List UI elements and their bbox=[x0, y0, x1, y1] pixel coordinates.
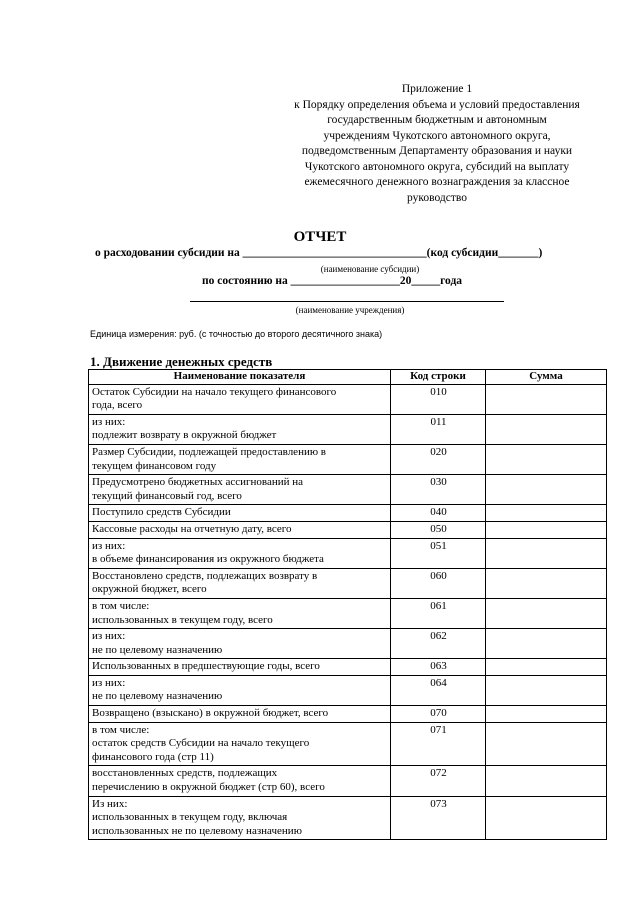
indicator-name-line: Остаток Субсидии на начало текущего финансового bbox=[92, 385, 337, 398]
cash-flow-table bbox=[88, 369, 607, 840]
indicator-name-line: не по целевому назначению bbox=[92, 690, 223, 703]
appendix-line: подведомственным Департаменту образования и науки bbox=[301, 145, 573, 157]
indicator-name-line: Возвращено (взыскано) в окружной бюджет, всего bbox=[92, 707, 329, 720]
amount-cell[interactable] bbox=[486, 538, 607, 568]
table-row bbox=[89, 629, 607, 659]
appendix-line: ежемесячного денежного вознаграждения за классное bbox=[304, 176, 570, 188]
indicator-name-line: использованных в текущем году, включая bbox=[92, 811, 288, 824]
table-row bbox=[89, 675, 607, 705]
row-code-cell: 061 bbox=[391, 598, 486, 628]
subsidy-line: о расходовании субсидии на ________________________________(код субсидии_______) bbox=[95, 247, 543, 259]
row-code-cell: 072 bbox=[391, 766, 486, 796]
table-row bbox=[89, 722, 607, 766]
table-row bbox=[89, 384, 607, 414]
indicator-name-cell bbox=[89, 675, 391, 705]
appendix-line: Чукотского автономного округа, субсидий на выплату bbox=[304, 160, 570, 173]
amount-cell[interactable] bbox=[486, 598, 607, 628]
indicator-name-line: Размер Субсидии, подлежащей предоставлению в bbox=[92, 445, 327, 458]
indicator-name-cell bbox=[89, 384, 391, 414]
indicator-name-line: окружной бюджет, всего bbox=[92, 583, 207, 596]
header-amount: Сумма bbox=[486, 370, 607, 385]
indicator-name-cell bbox=[89, 414, 391, 444]
indicator-name-cell bbox=[89, 444, 391, 474]
amount-cell[interactable] bbox=[486, 414, 607, 444]
indicator-name-line: Из них: bbox=[92, 797, 128, 810]
indicator-name-line: из них: bbox=[92, 415, 126, 428]
indicator-name-line: из них: bbox=[92, 676, 126, 689]
amount-cell[interactable] bbox=[486, 568, 607, 598]
amount-cell[interactable] bbox=[486, 505, 607, 522]
header-row-code: Код строки bbox=[391, 370, 486, 385]
amount-cell[interactable] bbox=[486, 796, 607, 840]
row-code-cell: 040 bbox=[391, 505, 486, 522]
indicator-name-line: финансового года (стр 11) bbox=[92, 750, 214, 763]
table-row bbox=[89, 444, 607, 474]
indicator-name-line: текущем финансовом году bbox=[92, 459, 217, 472]
table-row bbox=[89, 598, 607, 628]
amount-cell[interactable] bbox=[486, 444, 607, 474]
indicator-name-cell bbox=[89, 629, 391, 659]
indicator-name-line: Кассовые расходы на отчетную дату, всего bbox=[92, 522, 292, 535]
table-row bbox=[89, 706, 607, 723]
row-code-cell: 063 bbox=[391, 659, 486, 676]
as-of-date-line: по состоянию на ___________________20_____года bbox=[202, 275, 463, 287]
indicator-name-cell bbox=[89, 796, 391, 840]
amount-cell[interactable] bbox=[486, 706, 607, 723]
indicator-name-line: в том числе: bbox=[92, 599, 150, 612]
indicator-name-cell bbox=[89, 659, 391, 676]
row-code-cell: 073 bbox=[391, 796, 486, 840]
indicator-name-line: восстановленных средств, подлежащих bbox=[92, 767, 278, 780]
row-code-cell: 062 bbox=[391, 629, 486, 659]
indicator-name-line: Поступило средств Субсидии bbox=[92, 506, 231, 519]
amount-cell[interactable] bbox=[486, 766, 607, 796]
amount-cell[interactable] bbox=[486, 659, 607, 676]
indicator-name-cell bbox=[89, 722, 391, 766]
table-row bbox=[89, 766, 607, 796]
subsidy-name-hint: (наименование субсидии) bbox=[320, 264, 420, 274]
indicator-name-cell bbox=[89, 521, 391, 538]
section-title: 1. Движение денежных средств bbox=[90, 354, 273, 369]
header-indicator-name: Наименование показателя bbox=[89, 370, 391, 385]
indicator-name-line: остаток средств Субсидии на начало текущего bbox=[92, 737, 310, 750]
units-note: Единица измерения: руб. (с точностью до второго десятичного знака) bbox=[90, 329, 383, 339]
appendix-line: Приложение 1 bbox=[401, 83, 473, 95]
indicator-name-cell bbox=[89, 598, 391, 628]
indicator-name-cell bbox=[89, 475, 391, 505]
institution-line bbox=[190, 301, 504, 302]
indicator-name-line: Предусмотрено бюджетных ассигнований на bbox=[92, 476, 304, 489]
indicator-name-line: в объеме финансирования из окружного бюджета bbox=[92, 553, 324, 566]
table-row bbox=[89, 414, 607, 444]
amount-cell[interactable] bbox=[486, 521, 607, 538]
appendix-line: к Порядку определения объема и условий предоставления bbox=[294, 98, 580, 111]
amount-cell[interactable] bbox=[486, 384, 607, 414]
indicator-name-line: текущий финансовый год, всего bbox=[92, 489, 242, 502]
table-row bbox=[89, 568, 607, 598]
table-row bbox=[89, 538, 607, 568]
table-row bbox=[89, 521, 607, 538]
institution-name-hint: (наименование учреждения) bbox=[295, 305, 405, 315]
row-code-cell: 064 bbox=[391, 675, 486, 705]
indicator-name-line: из них: bbox=[92, 539, 126, 552]
table-row bbox=[89, 659, 607, 676]
row-code-cell: 070 bbox=[391, 706, 486, 723]
table-row bbox=[89, 475, 607, 505]
indicator-name-line: из них: bbox=[92, 630, 126, 643]
appendix-line: государственным бюджетным и автономным bbox=[327, 114, 547, 126]
row-code-cell: 011 bbox=[391, 414, 486, 444]
amount-cell[interactable] bbox=[486, 629, 607, 659]
appendix-block bbox=[270, 82, 604, 206]
indicator-name-line: использованных не по целевому назначению bbox=[92, 824, 302, 837]
indicator-name-line: не по целевому назначению bbox=[92, 643, 223, 656]
appendix-line: руководство bbox=[407, 191, 467, 204]
indicator-name-line: Восстановлено средств, подлежащих возврату в bbox=[92, 569, 318, 582]
row-code-cell: 050 bbox=[391, 521, 486, 538]
row-code-cell: 071 bbox=[391, 722, 486, 766]
table-header-row bbox=[89, 370, 607, 385]
row-code-cell: 060 bbox=[391, 568, 486, 598]
indicator-name-cell bbox=[89, 568, 391, 598]
appendix-line: учреждениям Чукотского автономного округа, bbox=[323, 129, 551, 142]
row-code-cell: 051 bbox=[391, 538, 486, 568]
report-title: ОТЧЕТ bbox=[293, 229, 347, 245]
indicator-name-line: Использованных в предшествующие годы, всего bbox=[92, 660, 320, 673]
row-code-cell: 010 bbox=[391, 384, 486, 414]
row-code-cell: 020 bbox=[391, 444, 486, 474]
indicator-name-cell bbox=[89, 706, 391, 723]
indicator-name-cell bbox=[89, 538, 391, 568]
table-row bbox=[89, 796, 607, 840]
table-row bbox=[89, 505, 607, 522]
indicator-name-line: подлежит возврату в окружной бюджет bbox=[92, 429, 277, 442]
row-code-cell: 030 bbox=[391, 475, 486, 505]
indicator-name-cell bbox=[89, 766, 391, 796]
amount-cell[interactable] bbox=[486, 475, 607, 505]
amount-cell[interactable] bbox=[486, 722, 607, 766]
indicator-name-cell bbox=[89, 505, 391, 522]
amount-cell[interactable] bbox=[486, 675, 607, 705]
indicator-name-line: в том числе: bbox=[92, 723, 150, 736]
indicator-name-line: года, всего bbox=[92, 399, 143, 412]
indicator-name-line: перечислению в окружной бюджет (стр 60), всего bbox=[92, 781, 325, 794]
indicator-name-line: использованных в текущем году, всего bbox=[92, 613, 273, 626]
